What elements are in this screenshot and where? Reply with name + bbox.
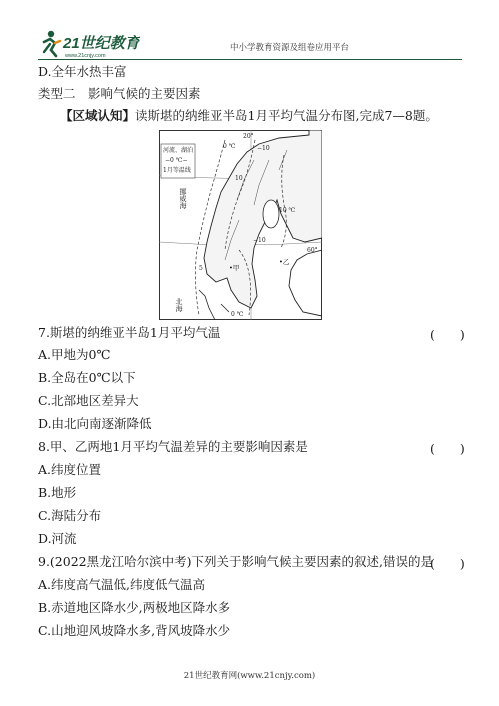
latitude-label-top: 20°: [243, 133, 254, 140]
question-9-option-a: A.纬度高气温低,纬度低气温高: [38, 577, 205, 592]
isotherm-label-0-bottom: 0 ℃: [231, 311, 244, 318]
question-7-stem: 7.斯堪的纳维亚半岛1月平均气温: [38, 325, 221, 340]
question-9-stem: 9.(2022黑龙江哈尔滨中考)下列关于影响气候主要因素的叙述,错误的是: [38, 554, 433, 569]
scandinavia-january-temperature-map: [159, 130, 322, 320]
isotherm-label-10b: 10 ℃: [279, 207, 296, 214]
isotherm-label-neg10: −10: [257, 145, 270, 152]
question-8-option-a: A.纬度位置: [38, 462, 102, 477]
question-7-option-a: A.甲地为0℃: [38, 347, 111, 362]
intro-text: 读斯堪的纳维亚半岛1月平均气温分布图,完成7—8题。: [135, 108, 438, 123]
isotherm-label-0: 0 ℃: [223, 143, 236, 150]
site-title: 中小学教育资源及组卷应用平台: [230, 43, 350, 53]
question-8-stem: 8.甲、乙两地1月平均气温差异的主要影响因素是: [38, 439, 308, 454]
section-title: 类型二 影响气候的主要因素: [38, 86, 201, 101]
legend-isotherm-sample: −0 ℃−: [165, 157, 188, 164]
isotherm-label-10a: 10: [235, 175, 243, 182]
question-7-option-c: C.北部地区差异大: [38, 393, 139, 408]
norwegian-sea-label: 挪威海: [179, 188, 187, 209]
question-9-option-b: B.赤道地区降水少,两极地区降水多: [38, 600, 231, 615]
intro-tag: 【区域认知】: [60, 108, 136, 123]
prev-option-d: D.全年水热丰富: [38, 64, 127, 79]
logo-text: 21世纪教育: [63, 35, 140, 52]
question-8-answer-paren: ( ): [430, 441, 465, 456]
isotherm-label-5: 5: [199, 265, 203, 272]
question-7-option-d: D.由北向南逐渐降低: [38, 416, 152, 431]
legend-isotherm-label: 1月等温线: [163, 167, 191, 174]
header-divider: [38, 59, 462, 60]
question-8-option-c: C.海陆分布: [38, 508, 102, 523]
logo-url: www.21cnjy.com: [65, 53, 106, 59]
question-7-option-b: B.全岛在0℃以下: [38, 370, 136, 385]
isotherm-label-neg10b: −10: [253, 237, 266, 244]
legend-rivers-lakes: 河流、湖泊: [163, 147, 194, 154]
question-9-answer-paren: ( ): [430, 556, 465, 571]
page-footer: 21世纪教育网(www.21cnjy.com): [183, 671, 316, 681]
gulf-of-bothnia: [263, 200, 279, 228]
runner-icon: [44, 31, 60, 56]
question-8-option-b: B.地形: [38, 485, 77, 500]
point-yi: •乙: [279, 258, 290, 266]
north-sea-label: 北海: [175, 298, 183, 312]
point-jia: •甲: [229, 264, 240, 272]
intro-line: [60, 108, 438, 124]
question-7-answer-paren: ( ): [430, 327, 465, 342]
latitude-label-right: 60°: [307, 247, 318, 254]
question-8-option-d: D.河流: [38, 531, 77, 546]
site-logo: [40, 28, 140, 62]
question-9-option-c: C.山地迎风坡降水多,背风坡降水少: [38, 623, 231, 638]
